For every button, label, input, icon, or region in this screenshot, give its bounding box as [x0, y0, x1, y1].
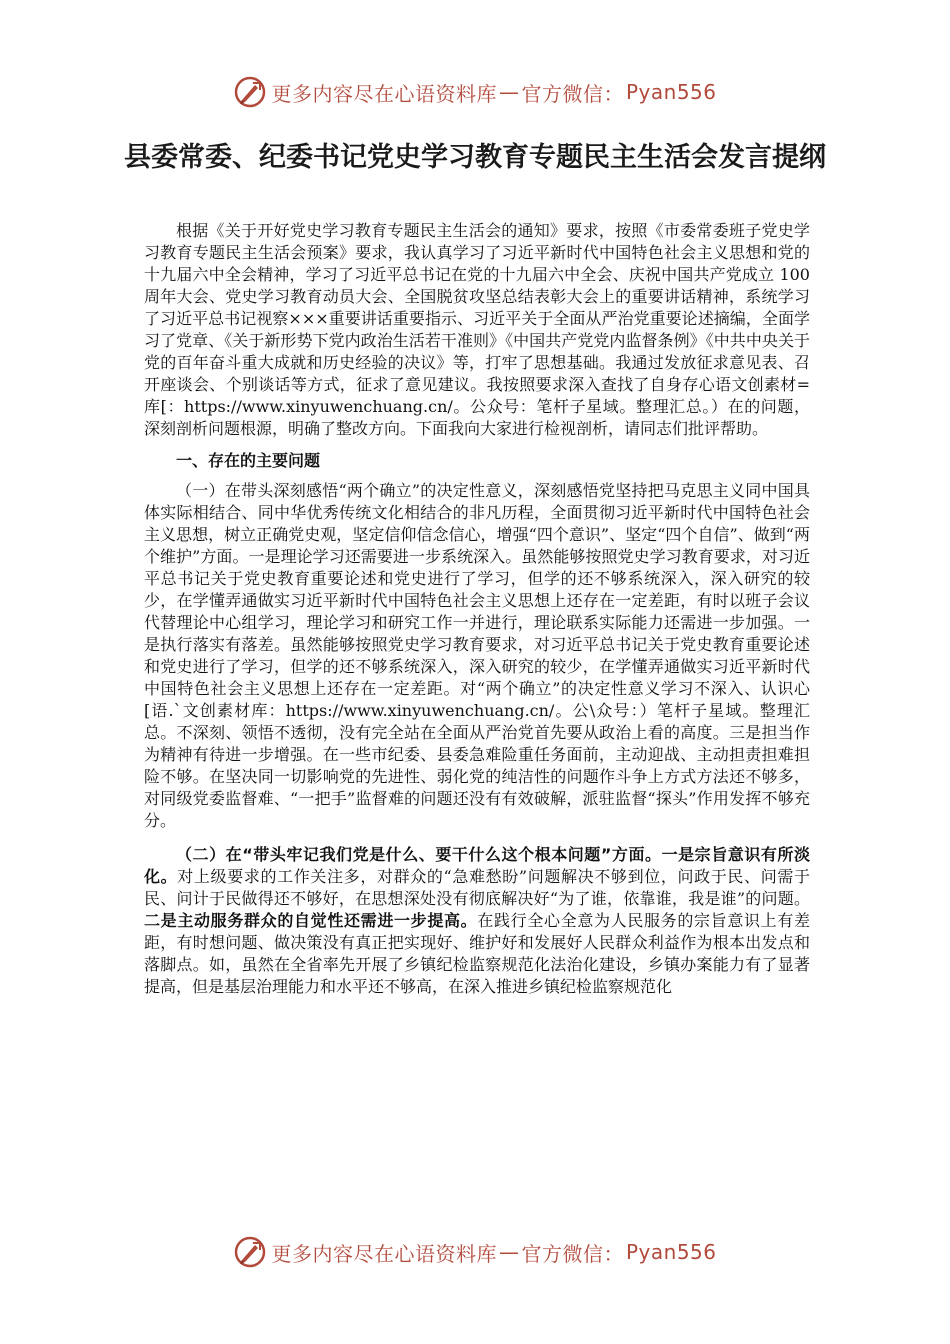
- paragraph-two-text-b: 在践行全心全意为人民服务的宗旨意识上有差距，有时想问题、做决策没有真正把实现好、维护好和发展好人民群众利益作为根本出发点和落脚点。如，虽然在全省率先开展了乡镇纪检监察规范化法治化建设，乡镇办案能力有了显著提高，但是基层治理能力和水平还不够高，在深入推进乡镇纪检监察规范化: [144, 911, 810, 996]
- header-banner: [0, 72, 950, 112]
- paragraph-two: [144, 844, 810, 998]
- paragraph-one: （一）在带头深刻感悟“两个确立”的决定性意义，深刻感悟党坚持把马克思主义同中国具体实际相结合、同中华优秀传统文化相结合的非凡历程，全面贯彻习近平新时代中国特色社会主义思想，树立正确党史观，坚定信仰信念信心，增强“四个意识”、坚定“四个自信”、做到“两个维护”方面。一是理论学习还需要进一步系统深入。虽然能够按照党史学习教育要求，对习近平总书记关于党史教育重要论述和党史进行了学习，但学的还不够系统深入，深入研究的较少，在学懂弄通做实习近平新时代中国特色社会主义思想上还存在一定差距，有时以班子会议代替理论中心组学习，理论学习和研究工作一并进行，理论联系实际能力还需进一步加强。一是执行落实有落差。虽然能够按照党史学习教育要求，对习近平总书记关于党史教育重要论述和党史进行了学习，但学的还不够系统深入，深入研究的较少，在学懂弄通做实习近平新时代中国特色社会主义思想上还存在一定差距。对“两个确立”的决定性意义学习不深入、认识心[语.`文创素材库：https://www.xinyuwenchuang.cn/。公\众号：）笔杆子星域。整理汇总。不深刻、领悟不透彻，没有完全站在全面从严治党首先要从政治上看的高度。三是担当作为精神有待进一步增强。在一些市纪委、县委急难险重任务面前，主动迎战、主动担责担难担险不够。在坚决同一切影响党的先进性、弱化党的纯洁性的问题作斗争上方式方法还不够多，对同级党委监督难、“一把手”监督难的问题还没有有效破解，派驻监督“探头”作用发挥不够充分。: [144, 481, 810, 830]
- quill-logo-icon: [233, 1235, 267, 1269]
- section-heading: 一、存在的主要问题: [176, 451, 321, 470]
- document-body: [144, 220, 810, 998]
- banner-wechat-label: 官方微信：: [521, 81, 624, 106]
- banner-wechat-id: Pyan556: [625, 80, 717, 104]
- paragraph-two-text-a: 对上级要求的工作关注多，对群众的“急难愁盼”问题解决不够到位，问政于民、问需于民、问计于民做得还不够好，在思想深处没有彻底解决好“为了谁，依靠谁，我是谁”的问题。: [144, 867, 810, 908]
- banner-text: 更多内容尽在心语资料库: [271, 81, 497, 106]
- banner-separator: —: [498, 1240, 520, 1264]
- banner-wechat-label: 官方微信：: [521, 1241, 624, 1266]
- footer-banner: [0, 1232, 950, 1272]
- quill-logo-icon: [233, 75, 267, 109]
- banner-text: 更多内容尽在心语资料库: [271, 1241, 497, 1266]
- paragraph-two-heading: （二）在“带头牢记我们党是什么、要干什么这个根本问题”方面。一是宗旨意识有所淡化。: [144, 845, 810, 886]
- intro-paragraph: 根据《关于开好党史学习教育专题民主生活会的通知》要求，按照《市委常委班子党史学习教育专题民主生活会预案》要求，我认真学习了习近平新时代中国特色社会主义思想和党的十九届六中全会精神，学习了习近平总书记在党的十九届六中全会、庆祝中国共产党成立 100 周年大会、党史学习教育动员大会、全国脱贫攻坚总结表彰大会上的重要讲话精神，系统学习了习近平总书记视察×××重要讲话重要指示、习近平关于全面从严治党重要论述摘编，全面学习了党章、《关于新形势下党内政治生活若干准则》《中国共产党党内监督条例》《中共中央关于党的百年奋斗重大成就和历史经验的决议》等，打牢了思想基础。我通过发放征求意见表、召开座谈会、个别谈话等方式，征求了意见建议。我按照要求深入查找了自身存心语文创素材=库[：https://www.xinyuwenchuang.cn/。公众号：笔杆子星域。整理汇总。）在的问题，深刻剖析问题根源，明确了整改方向。下面我向大家进行检视剖析，请同志们批评帮助。: [144, 221, 810, 438]
- document-title: 县委常委、纪委书记党史学习教育专题民主生活会发言提纲: [124, 142, 826, 173]
- paragraph-two-subheading: 二是主动服务群众的自觉性还需进一步提高。: [144, 911, 478, 930]
- banner-wechat-id: Pyan556: [625, 1240, 717, 1264]
- banner-separator: —: [498, 80, 520, 104]
